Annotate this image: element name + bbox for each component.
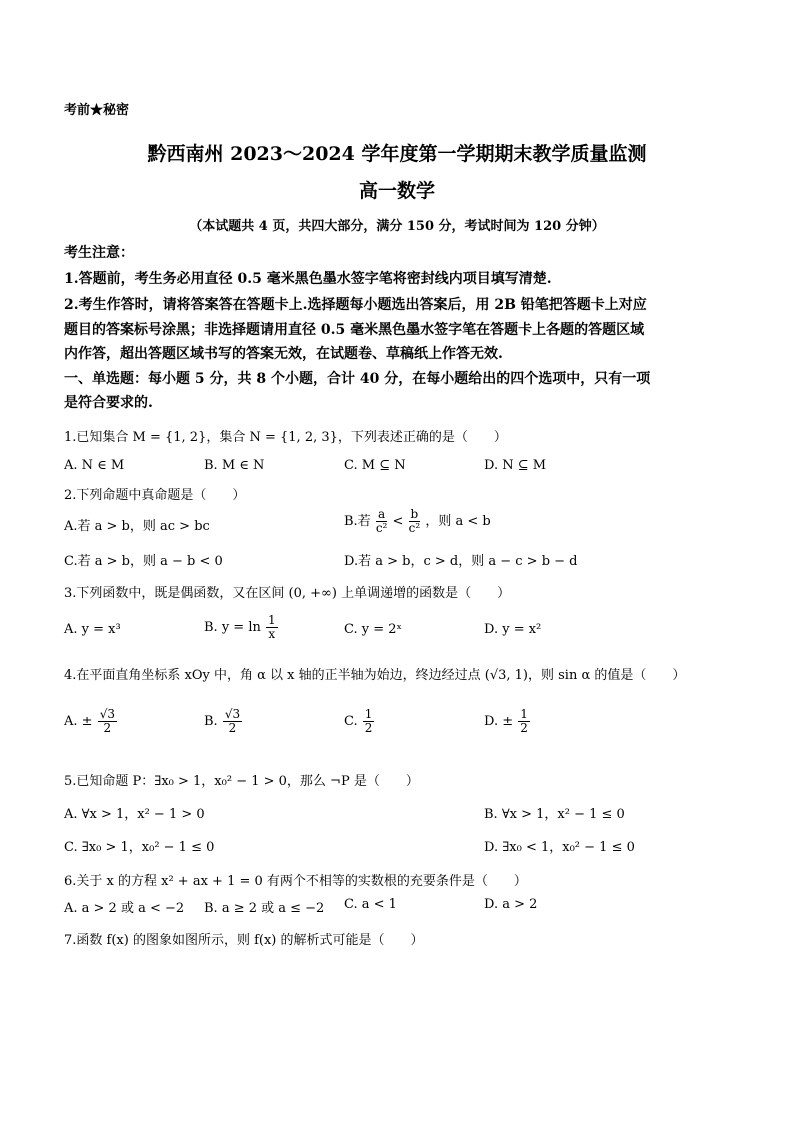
- fraction-numerator: b: [410, 507, 419, 521]
- question-3-option-b: [204, 614, 279, 641]
- question-2-option-d: D.若 a > b，c > d，则 a − c > b − d: [344, 554, 578, 569]
- question-4-option-c-prefix: C.: [344, 714, 358, 729]
- question-4-option-d-prefix: D. ±: [484, 714, 514, 729]
- notice-item-2-line-1: 2.考生作答时，请将答案答在答题卡上.选择题每小题选出答案后，用 2B 铅笔把答题卡上对应: [64, 297, 647, 313]
- question-3-option-a: A. y = x³: [64, 622, 121, 637]
- question-2-stem: 2.下列命题中真命题是（ ）: [64, 488, 246, 503]
- fraction-denominator: c²: [375, 521, 388, 535]
- question-5-option-b: B. ∀x > 1，x² − 1 ≤ 0: [484, 807, 625, 822]
- fraction-b-over-c2: [409, 508, 421, 535]
- fraction-denominator: x: [268, 627, 276, 641]
- question-2-option-b-suffix: ，则 a < b: [425, 514, 491, 529]
- question-4-option-c: [344, 708, 375, 735]
- fraction-sqrt3-over-2: [98, 708, 117, 735]
- question-4-option-b: [204, 708, 243, 735]
- less-than-sign: <: [392, 514, 404, 529]
- question-5-option-c: C. ∃x₀ > 1，x₀² − 1 ≤ 0: [64, 840, 215, 855]
- question-2-option-b-prefix: B.若: [344, 514, 371, 529]
- question-6-stem: 6.关于 x 的方程 x² + ax + 1 = 0 有两个不相等的实数根的充要条件是（ ）: [64, 874, 527, 889]
- section-1-line-1: 一、单选题：每小题 5 分，共 8 个小题，合计 40 分，在每小题给出的四个选项中，只有一项: [64, 371, 651, 387]
- question-2-option-a: A.若 a > b，则 ac > bc: [64, 519, 210, 534]
- question-5-option-d: D. ∃x₀ < 1，x₀² − 1 ≤ 0: [484, 840, 635, 855]
- fraction-1-over-2: [363, 708, 375, 735]
- exam-info: （本试题共 4 页，共四大部分，满分 150 分，考试时间为 120 分钟）: [189, 219, 605, 234]
- question-2-option-c: C.若 a > b，则 a − b < 0: [64, 554, 223, 569]
- question-4-stem: 4.在平面直角坐标系 xOy 中，角 α 以 x 轴的正半轴为始边，终边经过点 (√3, 1)，则 sin α 的值是（ ）: [64, 668, 686, 683]
- question-4-option-b-prefix: B.: [204, 714, 218, 729]
- fraction-numerator: √3: [99, 707, 115, 721]
- fraction-1-over-x: [266, 614, 278, 641]
- fraction-denominator: 2: [228, 721, 237, 735]
- question-4-option-a-prefix: A. ±: [64, 714, 93, 729]
- section-1-line-2: 是符合要求的.: [64, 395, 153, 411]
- question-6-option-a: A. a > 2 或 a < −2: [64, 901, 185, 916]
- fraction-numerator: 1: [268, 613, 276, 627]
- fraction-a-over-c2: [376, 508, 388, 535]
- notice-heading: 考生注意：: [64, 245, 134, 261]
- fraction-sqrt3-over-2: [223, 708, 242, 735]
- fraction-numerator: a: [376, 508, 388, 522]
- fraction-denominator: 2: [520, 721, 528, 735]
- question-3-option-b-prefix: B. y = ln: [204, 620, 261, 635]
- notice-item-2-line-3: 内作答，超出答题区域书写的答案无效，在试题卷、草稿纸上作答无效.: [64, 346, 503, 362]
- question-3-option-d: D. y = x²: [484, 622, 542, 637]
- question-6-option-b: B. a ≥ 2 或 a ≤ −2: [204, 901, 325, 916]
- notice-item-1: 1.答题前，考生务必用直径 0.5 毫米黑色墨水签字笔将密封线内项目填写清楚.: [64, 271, 552, 287]
- question-7-stem: 7.函数 f(x) 的图象如图所示，则 f(x) 的解析式可能是（ ）: [64, 933, 424, 948]
- question-4-option-a: [64, 708, 118, 735]
- question-1-option-c: C. M ⊆ N: [344, 458, 406, 473]
- question-1-option-a: A. N ∈ M: [64, 458, 125, 473]
- question-1-stem: 1.已知集合 M = {1, 2}，集合 N = {1, 2, 3}，下列表述正确的是（ ）: [64, 430, 507, 445]
- question-5-stem: 5.已知命题 P：∃x₀ > 1，x₀² − 1 > 0，那么 ¬P 是（ ）: [64, 774, 419, 789]
- question-6-option-c: C. a < 1: [344, 897, 397, 912]
- fraction-numerator: 1: [364, 707, 373, 721]
- fraction-denominator: c²: [408, 521, 421, 535]
- fraction-numerator: √3: [224, 707, 241, 721]
- question-2-option-b: [344, 508, 491, 535]
- question-1-option-d: D. N ⊆ M: [484, 458, 547, 473]
- question-3-option-c: C. y = 2ˣ: [344, 622, 403, 637]
- fraction-1-over-2: [518, 708, 530, 735]
- question-6-option-d: D. a > 2: [484, 897, 538, 912]
- fraction-denominator: 2: [103, 721, 112, 735]
- question-5-option-a: A. ∀x > 1，x² − 1 > 0: [64, 807, 205, 822]
- notice-item-2-line-2: 题目的答案标号涂黑；非选择题请用直径 0.5 毫米黑色墨水签字笔在答题卡上各题的答题区域: [64, 322, 645, 338]
- fraction-numerator: 1: [520, 707, 528, 721]
- question-3-stem: 3.下列函数中，既是偶函数，又在区间 (0, +∞) 上单调递增的函数是（ ）: [64, 586, 511, 601]
- subject-title: 高一数学: [358, 180, 435, 202]
- exam-title: 黔西南州 2023～2024 学年度第一学期期末教学质量监测: [147, 143, 647, 165]
- question-4-option-d: [484, 708, 531, 735]
- fraction-denominator: 2: [364, 721, 373, 735]
- question-1-option-b: B. M ∈ N: [204, 458, 265, 473]
- secret-mark: 考前★秘密: [64, 103, 130, 118]
